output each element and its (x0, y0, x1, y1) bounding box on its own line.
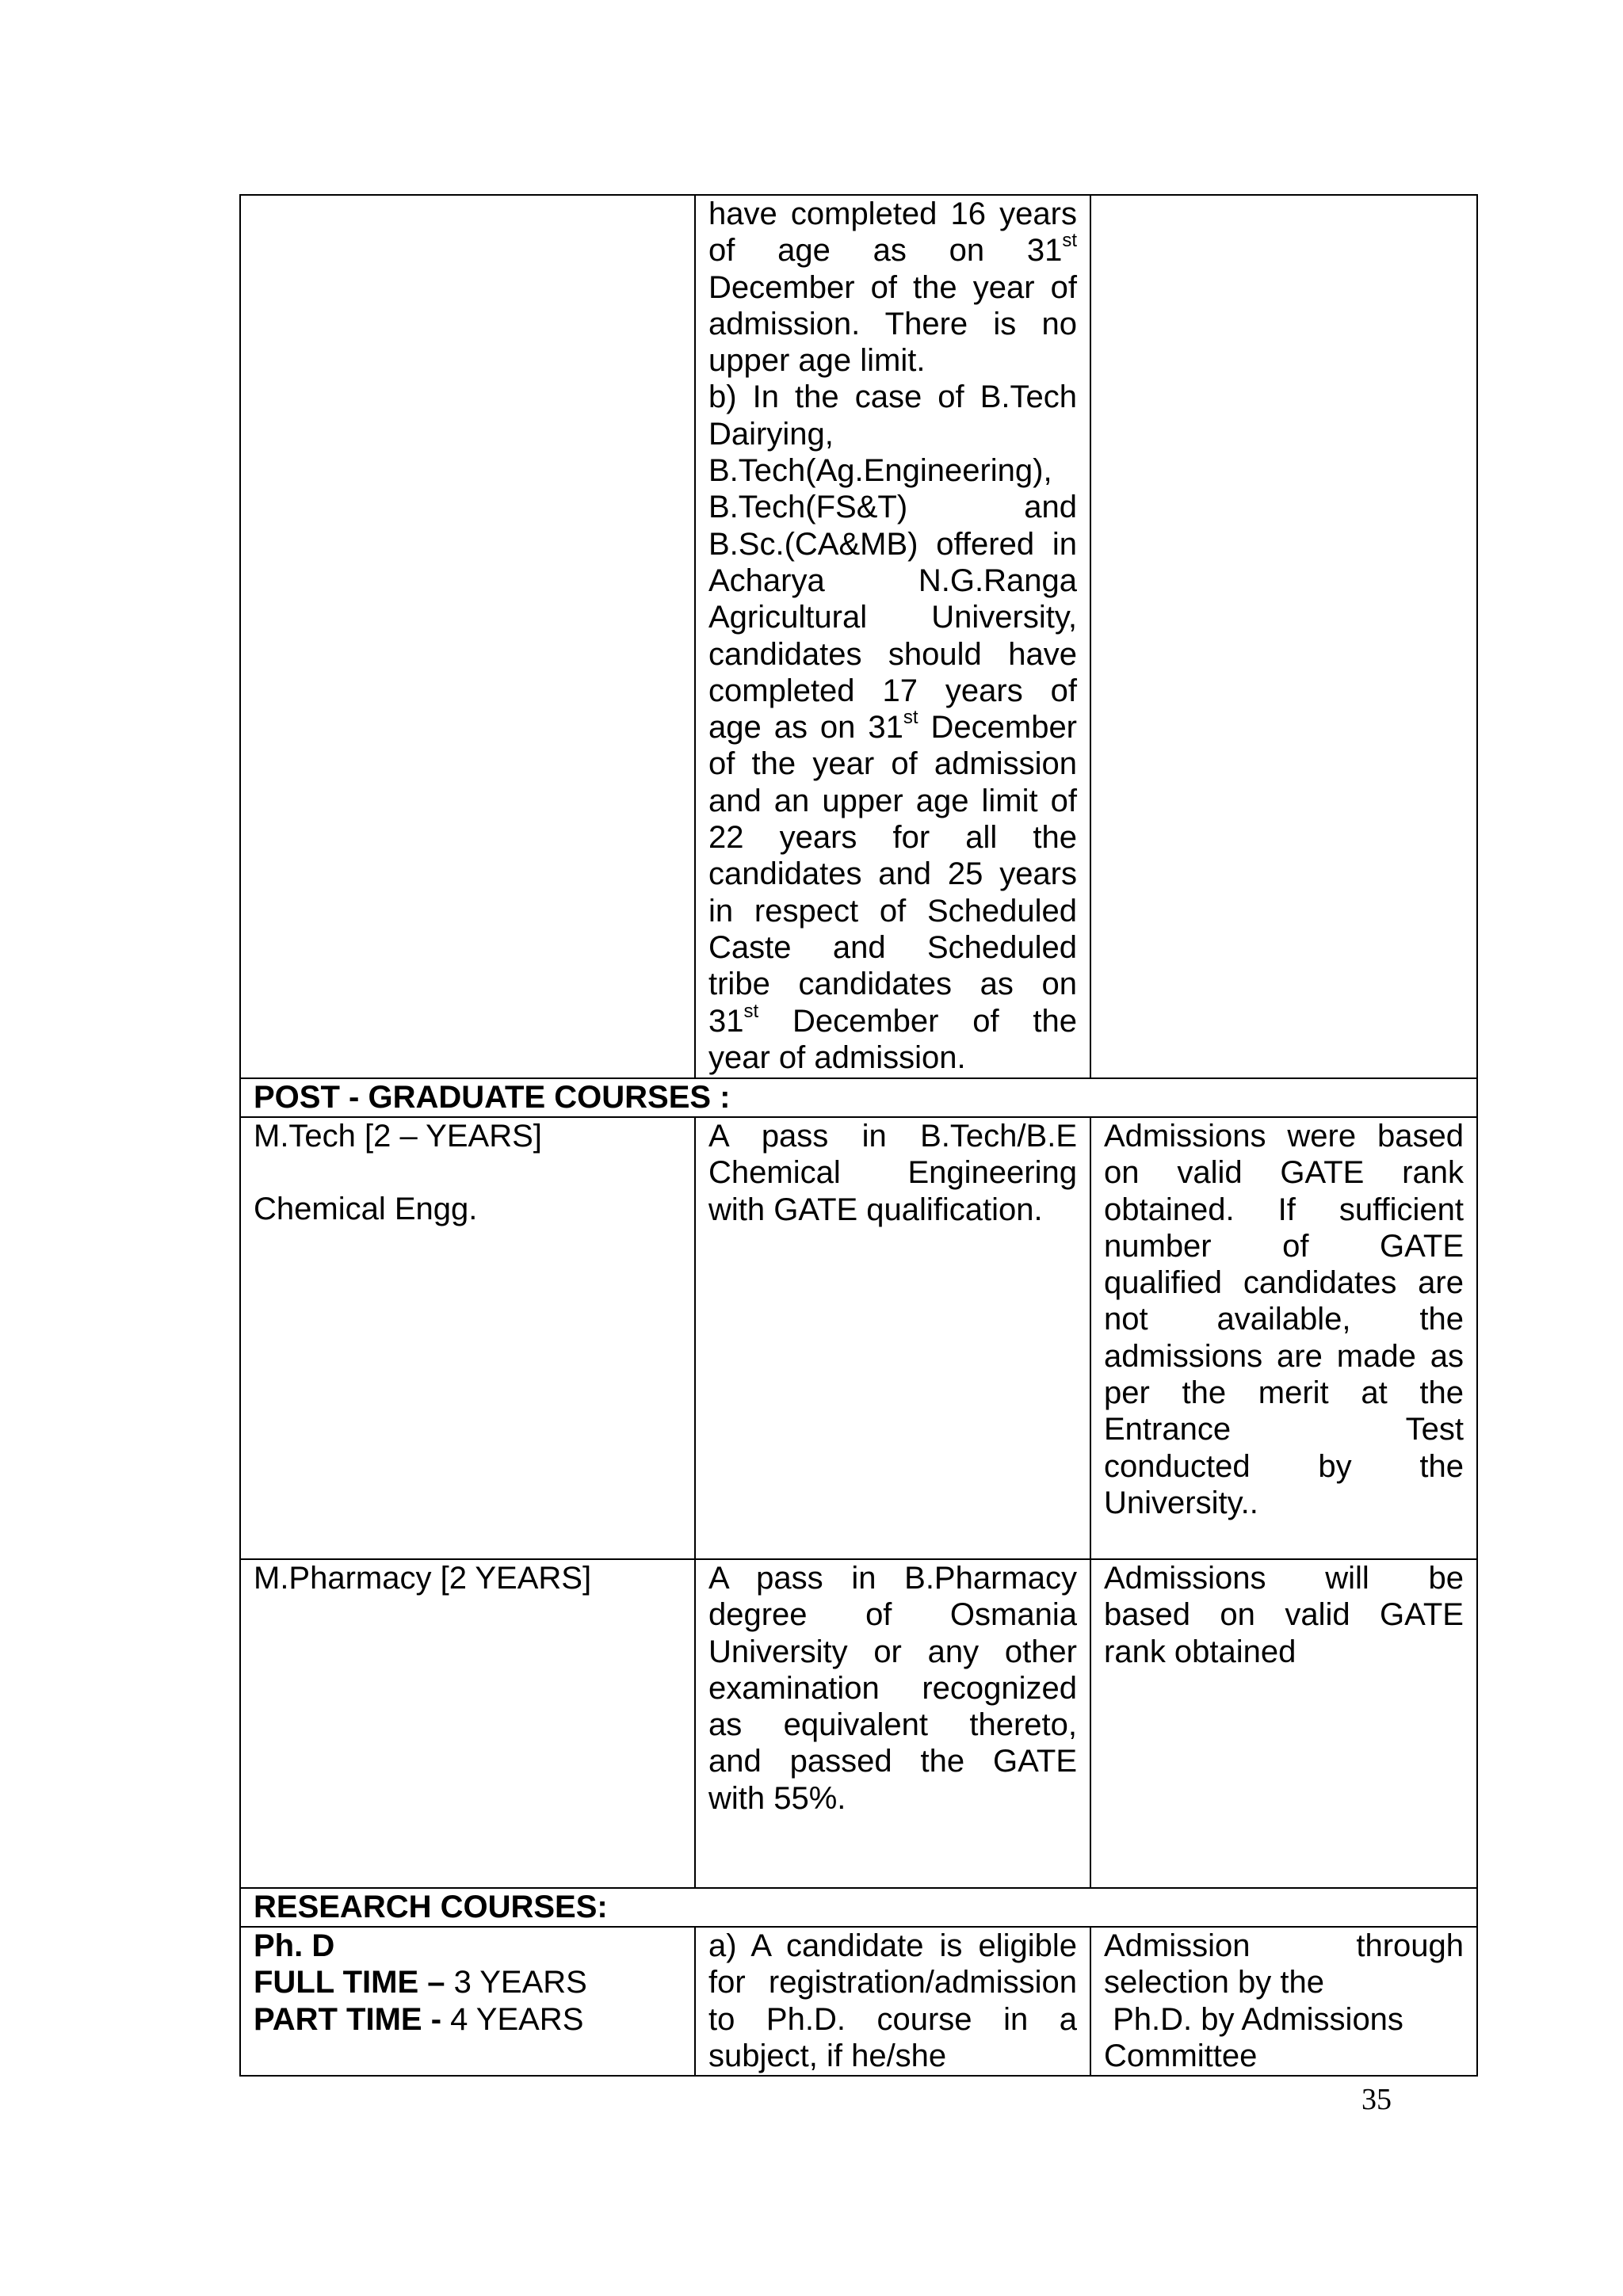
line: 22 years for all the (708, 820, 1077, 856)
line: in respect of Scheduled (708, 893, 1077, 929)
line: candidates should have (708, 636, 1077, 672)
line: and an upper age limit of (708, 783, 1077, 818)
eligibility-cell (695, 1927, 1090, 2076)
line: completed 17 years of (708, 673, 1077, 708)
line: Admissions will be (1104, 1561, 1464, 1596)
section-heading: POST - GRADUATE COURSES : (240, 1078, 1477, 1117)
empty-cell (1090, 195, 1477, 1078)
line: have completed 16 years (708, 196, 1077, 231)
line: B.Tech(Ag.Engineering), (708, 453, 1052, 489)
page-number: 35 (1361, 2083, 1392, 2116)
line: as equivalent thereto, (708, 1707, 1077, 1743)
table-row (240, 195, 1477, 1078)
line: of age as on 31st (708, 230, 1077, 269)
duration-line (254, 2001, 682, 2038)
course-name: M.Pharmacy [2 YEARS] (254, 1561, 592, 1596)
empty-cell (240, 195, 695, 1078)
admission-table (239, 194, 1478, 2077)
line: A pass in B.Pharmacy (708, 1561, 1077, 1596)
line: and passed the GATE (708, 1744, 1077, 1779)
line: on valid GATE rank (1104, 1155, 1464, 1191)
line: to Ph.D. course in a (708, 2001, 1077, 2037)
course-cell (240, 1927, 695, 2076)
duration-line (254, 1964, 682, 2000)
line: examination recognized (708, 1670, 1077, 1706)
eligibility-cell (695, 195, 1090, 1078)
line: per the merit at the (1104, 1375, 1464, 1411)
line: upper age limit. (708, 343, 926, 379)
line: rank obtained (1104, 1634, 1296, 1669)
line: conducted by the (1104, 1448, 1464, 1484)
line: obtained. If sufficient (1104, 1192, 1464, 1227)
line: Caste and Scheduled (708, 929, 1077, 965)
line: for registration/admission (708, 1965, 1077, 2000)
line: a) A candidate is eligible (708, 1928, 1077, 1963)
line: Agricultural University, (708, 600, 1077, 635)
duration-label: FULL TIME – (254, 1965, 445, 2000)
duration-value: 4 YEARS (441, 2001, 584, 2037)
admission-cell (1090, 1559, 1477, 1888)
line: year of admission. (708, 1039, 966, 1075)
line: B.Sc.(CA&MB) offered in (708, 526, 1077, 562)
line: Entrance Test (1104, 1412, 1464, 1447)
line: 31st December of the (708, 1000, 1077, 1039)
admission-cell (1090, 1927, 1477, 2076)
table-row (240, 1559, 1477, 1888)
section-heading: RESEARCH COURSES: (240, 1888, 1477, 1927)
line: University.. (1104, 1485, 1258, 1520)
line: not available, the (1104, 1302, 1464, 1337)
course-cell (240, 1117, 695, 1559)
line: Acharya N.G.Ranga (708, 563, 1077, 598)
line: age as on 31st December (708, 707, 1078, 746)
course-name: Ph. D (254, 1928, 335, 1963)
line: with GATE qualification. (708, 1192, 1043, 1227)
line: University or any other (708, 1634, 1077, 1669)
line: number of GATE (1104, 1228, 1464, 1264)
line: qualified candidates are (1104, 1265, 1464, 1301)
line: Committee (1104, 2038, 1258, 2073)
line: Admission through (1104, 1928, 1464, 1963)
duration-value: 3 YEARS (445, 1965, 587, 2000)
line: degree of Osmania (708, 1597, 1077, 1633)
duration-label: PART TIME - (254, 2001, 442, 2037)
line: Dairying, (708, 416, 834, 452)
course-cell (240, 1559, 695, 1888)
line: B.Tech(FS&T) and (708, 490, 1077, 525)
line: Ph.D. by Admissions (1104, 2001, 1403, 2037)
table-row (240, 1888, 1477, 1927)
table-row (240, 1078, 1477, 1117)
line: b) In the case of B.Tech (708, 379, 1077, 415)
line: Chemical Engineering (708, 1155, 1077, 1191)
line: candidates and 25 years (708, 856, 1077, 892)
eligibility-cell (695, 1559, 1090, 1888)
line: selection by the (1104, 1965, 1324, 2000)
line: admissions are made as (1104, 1338, 1464, 1374)
table-row (240, 1117, 1477, 1559)
line: of the year of admission (708, 746, 1077, 782)
eligibility-cell (695, 1117, 1090, 1559)
line: Admissions were based (1104, 1119, 1464, 1154)
line: subject, if he/she (708, 2038, 947, 2073)
course-branch: Chemical Engg. (254, 1192, 478, 1227)
line: A pass in B.Tech/B.E (708, 1119, 1077, 1154)
admission-cell (1090, 1117, 1477, 1559)
line: based on valid GATE (1104, 1597, 1464, 1633)
line: admission. There is no (708, 306, 1077, 341)
table-row (240, 1927, 1477, 2076)
line: tribe candidates as on (708, 967, 1077, 1002)
course-name: M.Tech [2 – YEARS] (254, 1119, 542, 1154)
line: December of the year of (708, 269, 1077, 305)
line: with 55%. (708, 1780, 846, 1816)
